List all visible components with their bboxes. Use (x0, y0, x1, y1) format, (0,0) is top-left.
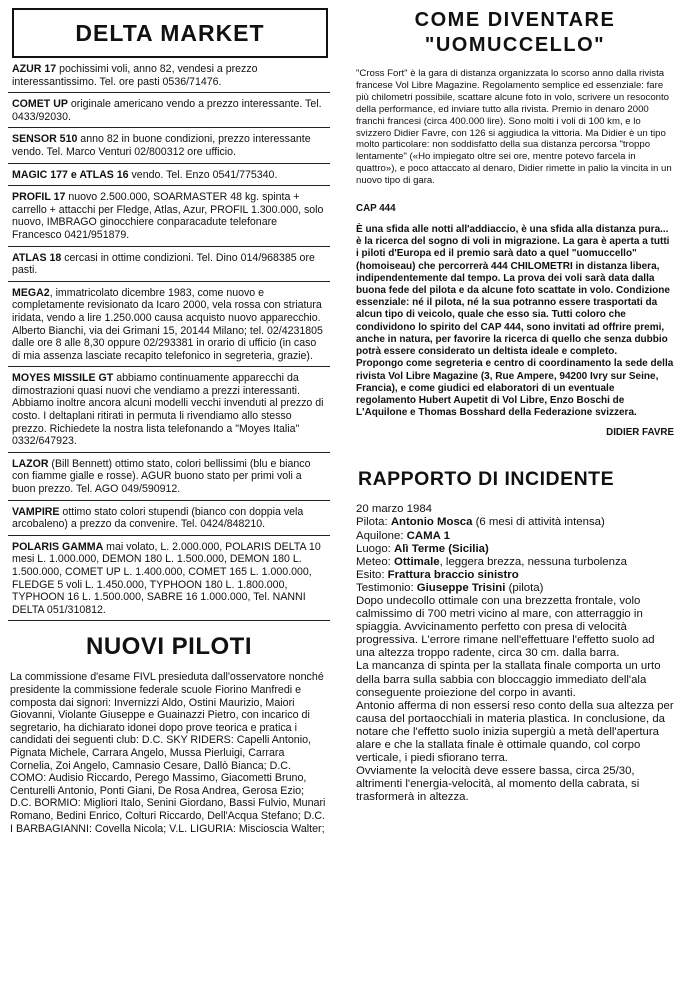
ad-text: mai volato, L. 2.000.000, POLARIS DELTA 10 mesi L. 1.000.000, DEMON 180 L. 1.500.000, DEMON 180 L. 1.500.000, COMET UP L. 1.400.000, COMET 165 L. 1.000.000, FLEDGE 5 voli L. 1.450.000, TYPHOON 180 L. 1.800.000, TYPHOON 16 L. 1.500.000, SABRE 16 1.000.000, Tel. NANNI DELTA 051/310812. (12, 540, 321, 616)
ad-text: nuovo 2.500.000, SOARMASTER 48 kg. spinta + carrello + attacchi per Fledge, Atlas, Azur, PROFIL 1.300.000, solo nuovo, IMBRAGO ginocchiere conparacadute telefonare Francesco 0421/951879. (12, 191, 324, 241)
ad-text: , immatricolato dicembre 1983, come nuovo e completamente revisionato da Icaro 2000, vela rossa con striatura iridata, vendo a lire 1.250.000 causa acquisto nuovo apparecchio. Alberto Bianchi, via dei Grimani 15, 20144 Milano; tel. 02/4231805 dalle ore 8 alle 8,30 oppure 02/293381 in orario di ufficio (in caso di mia assenza lasciate recapito telefonico in segreteria, grazie). (12, 286, 323, 362)
ad-name: MAGIC 177 e ATLAS 16 (12, 168, 129, 181)
classified-ads-list (8, 58, 330, 621)
report-pilota (356, 516, 674, 529)
rapporto-body (352, 503, 678, 804)
rapporto-title: RAPPORTO DI INCIDENTE (358, 468, 615, 491)
classified-ad (8, 58, 330, 93)
field-value: Ottimale (394, 555, 440, 568)
report-luogo (356, 543, 674, 556)
report-esito (356, 569, 674, 582)
field-label: Aquilone: (356, 529, 407, 542)
come-title-line-2: "UOMUCCELLO" (424, 34, 606, 56)
classified-ad (8, 282, 330, 368)
cap-paragraph-1: È una sfida alle notti all'addiaccio, è una sfida alla distanza pura... è la ricerca del sogno di voli in migrazione. La gara è aperta a tutti i piloti d'Europa ed il premio sarà dato a quel "uomuccello" (homoiseau) che percorrerà 444 CHILOMETRI in distanza libera, indipendentemente dal tempo. La prova dei voli sarà data dalla buona fede del pilota e da alcune foto scattate in volo. Condizione essenziale: né il pilota, né la sua potranno essere trasportati da alcun tipo di veicolo, quale che esso sia. Tutti coloro che condividono lo spirito del CAP 444, sono invitati ad offrire premi, anche in natura, per favorire la ricerca di quello che senza dubbio potrà essere considerato un deltista ideale e completo. (356, 224, 670, 358)
ad-name: MEGA2 (12, 286, 50, 299)
field-label: Esito: (356, 568, 388, 581)
cap-444-body (352, 224, 678, 419)
nuovi-piloti-title: NUOVI PILOTI (85, 633, 252, 661)
author-signature: DIDIER FAVRE (606, 427, 674, 439)
ad-name: AZUR 17 (12, 63, 57, 75)
classified-ad (8, 536, 330, 622)
report-paragraph-2: La mancanza di spinta per la stallata finale comporta un urto della barra sulla sabbia con bloccaggio immediato dell'ala conseguente proiezione del corpo in avanti. (356, 660, 661, 699)
cap-444-label: CAP 444 (356, 203, 396, 215)
field-note: (pilota) (505, 581, 544, 594)
field-value: CAMA 1 (406, 529, 450, 542)
field-label: Pilota: (356, 516, 391, 529)
ad-text: vendo. Tel. Enzo 0541/775340. (128, 168, 278, 181)
ad-name: LAZOR (12, 457, 49, 470)
classified-ad (8, 164, 330, 187)
ad-name: COMET UP (12, 98, 68, 111)
ad-name: MOYES MISSILE GT (12, 372, 114, 385)
ad-text: (Bill Bennett) ottimo stato, colori bellissimi (blu e bianco con fiamme gialle e rosse). AGUR buono stato per primi voli a buon prezzo. Tel. AGO 049/590912. (12, 457, 311, 496)
left-column (8, 8, 330, 835)
right-column (352, 8, 678, 804)
field-value: Antonio Mosca (390, 516, 473, 529)
report-date: 20 marzo 1984 (356, 503, 432, 516)
ad-text: pochissimi voli, anno 82, vendesi a prezzo interessantissimo. Tel. ore pasti 0536/71476. (12, 63, 258, 88)
classified-ad (8, 186, 330, 246)
cap-paragraph-2: Propongo come segreteria e centro di coordinamento la sede della rivista Vol Libre Magazine (3, Rue Ampere, 94200 Ivry sur Seine, Francia), e come giudici ed elaboratori di un eventuale regolamento Hubert Aupetit di Vol Libre, Enzo Boschi de L'Aquilone e Thomas Bosshard della Federazione svizzera. (356, 358, 674, 419)
report-aquilone (356, 530, 674, 543)
classified-ad (8, 128, 330, 163)
ad-name: SENSOR 510 (12, 133, 78, 146)
field-note: (6 mesi di attività intensa) (472, 516, 605, 529)
come-diventare-title (352, 8, 678, 58)
report-meteo (356, 556, 674, 569)
delta-market-header-box (12, 8, 328, 58)
nuovi-piloti-body: La commissione d'esame FIVL presieduta dall'osservatore nonché presidente la commissione federale scuole Fiorino Manfredi e composta dai signori: Invernizzi Aldo, Ostini Maurizio, Maiori Giovanni, Violante Giuseppe e Guainazzi Pietro, con incarico di segretario, ha dichiarato idonei dopo prove teorica e pratica i candidati dei seguenti club: D.C. SKY RIDERS: Capelli Antonio, Pignata Michele, Carrara Angelo, Mussa Pierluigi, Carrara Cornelia, Zoi Angelo, Camnasio Cesare, Dallò Bianca; D.C. COMO: Audisio Riccardo, Perego Massimo, Giacometti Bruno, Centurelli Antonio, Ponti Giani, De Rosa Andrea, Gerosa Ezio; D.C. BORMIO: Migliori Italo, Senini Giordano, Bassi Fulvio, Munari Romano, Bedini Enrico, Colturi Riccardo, Dell'Acqua Stefano; D.C. I BARBAGIANNI: Covella Nicola; V.L. LIGURIA: Miscioscia Walter; (10, 671, 326, 835)
come-intro-text: "Cross Fort" è la gara di distanza organizzata lo scorso anno dalla rivista francese Vol Libre Magazine. Regolamento semplice ed essenziale: fare più chilometri possibile, scattare alcune foto in volo, scrivere un resoconto della performance, ed inviare tutto alla rivista. Premio in denaro 2000 franchi francesi (circa 400.000 lire). Sono molti i voli di 100 km, e lo svizzero Didier Favre, con 126 si aggiudica la vittoria. Ma Didier è un tipo molto particolare: non soddisfatto della sua distanza percorsa "troppo lentamente" («Ho impiegato oltre sei ore, mentre potevo farcela in quattro»), e poco attaccato al denaro, Didier rimette in palio la vincita in un nuovo tipo di gara. (356, 68, 672, 187)
classified-ad (8, 367, 330, 453)
come-title-line-1: COME DIVENTARE (414, 9, 616, 31)
field-label: Testimonio: (356, 581, 417, 594)
field-label: Luogo: (356, 542, 395, 555)
delta-market-title: DELTA MARKET (75, 19, 265, 46)
report-testimonio (356, 582, 674, 595)
report-paragraph-1: Dopo undecollo ottimale con una brezzetta frontale, volo calmissimo di 700 metri vicino al mare, con atterraggio in spiaggia. Avvicinamento perfetto con presa di velocità progressiva. L'errore rimane nell'effettuare l'effetto suolo ad una altezza troppo radente, circa 30 cm. dalla barra. (356, 594, 655, 660)
field-label: Meteo: (356, 555, 394, 568)
ad-name: POLARIS GAMMA (12, 540, 104, 553)
ad-name: VAMPIRE (12, 505, 60, 518)
classified-ad (8, 501, 330, 536)
ad-text: originale americano vendo a prezzo interessante. Tel. 0433/92030. (12, 98, 322, 123)
ad-name: PROFIL 17 (12, 191, 66, 204)
ad-name: ATLAS 18 (12, 251, 62, 264)
field-value: Alì Terme (Sicilia) (394, 542, 489, 555)
ad-text: anno 82 in buone condizioni, prezzo interessante vendo. Tel. Marco Venturi 02/800312 ore ufficio. (12, 133, 311, 158)
ad-text: abbiamo continuamente apparecchi da dimostrazioni quasi nuovi che vendiamo a prezzi interessanti. Abbiamo inoltre ancora alcuni modelli vecchi invenduti al prezzo di costo. I deltaplani ritirati in permuta li rivendiamo allo stesso prezzo. Richiedete la nostra lista telefonando a "Moyes Italia" 0332/647923. (12, 372, 324, 448)
report-paragraph-3: Antonio afferma di non essersi reso conto della sua altezza per causa del portaocchiali in materia plastica. In conclusione, da notare che l'effetto suolo inizia supergiù a metà dell'apertura alare e che la stallata finale è ottimale quando, col corpo verticale, i piedi sfiorano terra. (356, 699, 674, 765)
ad-text: cercasi in ottime condizioni. Tel. Dino 014/968385 ore pasti. (12, 251, 315, 277)
classified-ad (8, 453, 330, 501)
field-value: Frattura braccio sinistro (387, 568, 519, 581)
field-note: , leggera brezza, nessuna turbolenza (439, 555, 628, 568)
report-paragraph-4: Ovviamente la velocità deve essere bassa, circa 25/30, altrimenti l'energia-velocità, al momento della cabrata, si trasformerà in altezza. (356, 765, 640, 804)
ad-text: ottimo stato colori stupendi (bianco con doppia vela arcobaleno) a prezzo da convenire. Tel. 0424/848210. (12, 505, 304, 531)
classified-ad (8, 247, 330, 282)
classified-ad (8, 93, 330, 128)
field-value: Giuseppe Trisini (416, 581, 506, 594)
